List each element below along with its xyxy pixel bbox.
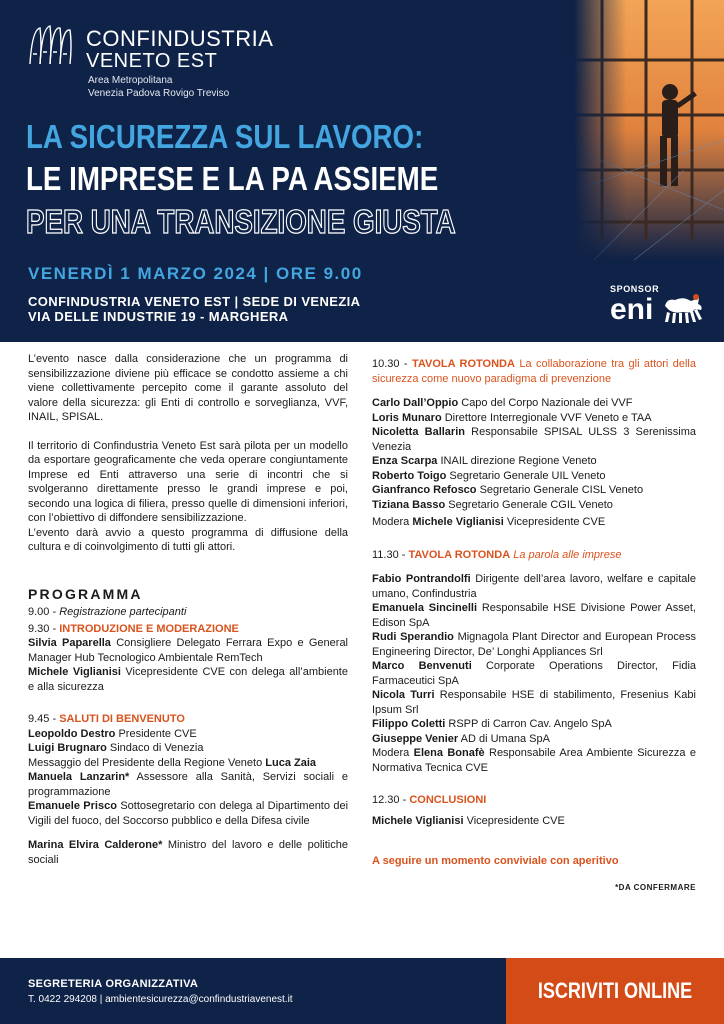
speaker-role: Assessore alla Sanità, Servizi sociali e programmazione [28,771,349,798]
speaker-name: Michele Viglianisi [372,814,464,827]
register-online-button[interactable] [506,958,724,1024]
speaker-name: Manuela Lanzarin* [28,771,130,783]
moderator-prefix: Modera [372,747,410,759]
aperitivo-note: A seguire un momento conviviale con aperitivo [372,855,619,867]
speaker-role: Segretario Generale CGIL Veneto [448,498,613,511]
event-title-line2: LE IMPRESE E LA PA ASSIEME [26,160,439,197]
event-date: VENERDÌ 1 MARZO 2024 | ORE 9.00 [28,264,363,283]
speaker-role: Responsabile SPISAL ULSS 3 Serenissima Venezia [372,426,697,453]
six-legged-dog-icon [661,292,705,326]
brand-name-line2: VENETO EST [86,50,218,72]
speaker-entry [372,411,696,426]
speaker-role: Vicepresidente CVE [466,814,565,827]
speaker-role: Vicepresidente CVE [506,516,606,528]
sponsor-label: SPONSOR [610,284,660,294]
confindustria-logo-icon [26,24,74,66]
speaker-role: Mignagola Plant Director and European Process Engineering Director, De’ Longhi Appliances Srl [372,631,696,658]
speaker-entry [372,659,696,688]
session-time: 10.30 - [372,358,408,370]
speaker-entry [28,770,348,799]
speaker-role: Vicepresidente CVE con delega all’ambiente e alla sicurezza [28,666,348,693]
speaker-entry [372,630,696,659]
speaker-role: Ministro del lavoro e delle politiche sociali [28,839,348,866]
speaker-name: Michele Viglianisi [412,516,504,528]
speaker-name: Roberto Toigo [372,469,447,482]
session-time: 11.30 - [372,548,406,561]
speaker-entry [372,483,696,498]
session-time: 9.30 - [28,622,57,635]
speaker-role: Segretario Generale CISL Veneto [479,484,644,496]
speaker-entry [28,741,348,756]
session-label: CONCLUSIONI [409,794,487,806]
speaker-name: Giuseppe Venier [372,732,459,745]
speaker-role: RSPP di Carron Cav. Angelo SpA [448,718,612,730]
speaker-name: Emanuela Sincinelli [372,602,478,614]
left-column [28,352,348,867]
footer [0,958,724,1024]
session-roundtable-2 [372,548,696,563]
speaker-name: Marco Benvenuti [372,660,472,672]
speaker-role: Responsabile HSE di stabilimento, Fresenius Kabi Ipsum Srl [372,689,696,716]
session-label: TAVOLA ROTONDA [411,358,515,370]
speaker-entry [372,572,696,601]
speaker-entry [372,469,696,484]
session-roundtable-1 [372,357,696,386]
speaker-name: Carlo Dall’Oppio [372,397,459,409]
speaker-entry [372,396,696,411]
speaker-entry [372,454,696,469]
event-title-line1: LA SICUREZZA SUL LAVORO: [26,118,424,155]
speaker-name: Marina Elvira Calderone* [28,839,163,851]
speaker-entry [28,799,348,828]
worker-scaffold-photo [574,0,724,260]
speaker-role: Capo del Corpo Nazionale dei VVF [461,397,633,409]
session-label: Registrazione partecipanti [59,606,187,618]
session-topic: La collaborazione tra gli attori della sicurezza come nuovo paradigma di prevenzione [372,358,696,385]
speaker-entry [28,727,348,742]
speaker-name: Rudi Sperandio [372,631,454,643]
right-column [372,355,696,895]
speaker-entry [372,601,696,630]
footer-contact-panel [0,958,506,1024]
speaker-entry [28,756,348,771]
register-online-label: ISCRIVITI ONLINE [537,978,693,1003]
speaker-entry [28,838,348,867]
session-introduction [28,622,348,637]
speaker-role: Consigliere Delegato Ferrara Expo e General Manager Hub Tecnologico Ambientale RemTech [28,637,349,664]
session-time: 9.45 - [28,713,57,725]
speaker-name: Nicola Turri [372,689,435,701]
venue-line1: CONFINDUSTRIA VENETO EST | SEDE DI VENEZIA [28,294,361,309]
moderator-entry [372,515,696,530]
speaker-entry [372,688,696,717]
speaker-name: Michele Viglianisi [28,666,121,678]
confirm-note: *DA CONFERMARE [615,882,696,892]
session-conclusions [372,793,696,808]
speaker-name: Emanuele Prisco [28,800,117,812]
speaker-name: Loris Munaro [372,411,442,424]
speaker-entry [28,665,348,694]
intro-text [28,352,348,555]
speaker-name: Enza Scarpa [372,455,438,467]
header-banner [0,0,724,342]
speaker-name: Filippo Coletti [372,718,446,730]
sponsor-eni-logo: eni [610,293,654,326]
speaker-name: Leopoldo Destro [28,727,116,740]
moderator-prefix: Modera [372,516,410,528]
speaker-name: Elena Bonafè [413,747,485,759]
speaker-role: AD di Umana SpA [460,732,550,745]
speaker-name: Nicoletta Ballarin [372,426,465,438]
speaker-entry [372,732,696,747]
intro-paragraph: L’evento darà avvio a questo programma di diffusione della cultura e di coinvolgimento di tutti gli attori. [28,526,348,553]
venue-line2: VIA DELLE INDUSTRIE 19 - MARGHERA [28,309,289,324]
intro-paragraph: Il territorio di Confindustria Veneto Est sarà pilota per un modello da esportare geograficamente che veda operare congiuntamente Imprese ed Enti attraverso una serie di incontri che si svolgeranno direttamente presso le grandi imprese e poi, secondo una logica di filiera, presso quelle di dimensioni inferiori, con l’obiettivo di diffondere sensibilizzazione. [28,439,348,524]
speaker-name: Silvia Paparella [28,637,111,649]
speaker-role: INAIL direzione Regione Veneto [440,455,597,467]
session-time: 12.30 - [372,794,407,806]
speaker-role: Direttore Interregionale VVF Veneto e TAA [444,411,652,424]
session-label: INTRODUZIONE E MODERAZIONE [59,622,239,635]
speaker-entry [372,498,696,513]
session-welcome [28,712,348,727]
speaker-name: Tiziana Basso [372,498,446,511]
speaker-role: Corporate Operations Director, Fidia Farmaceutici SpA [372,660,697,687]
speaker-name: Fabio Pontrandolfi [372,573,471,585]
message-text: Messaggio del Presidente della Regione Veneto [28,756,263,769]
speaker-role: Dirigente dell’area lavoro, welfare e capitale umano, Confindustria [372,573,696,600]
segreteria-title: SEGRETERIA ORGANIZZATIVA [28,978,199,990]
event-title-line3: PER UNA TRANSIZIONE GIUSTA [26,203,456,240]
speaker-name: Gianfranco Refosco [372,484,477,496]
intro-paragraph: L’evento nasce dalla considerazione che un programma di sensibilizzazione diviene più efficace se condotto assieme a chi viene collettivamente percepito come il garante assoluto del valore della sicurezza: gli Enti di controllo e sorveglianza, VVF, INAIL, SPISAL. [28,353,348,423]
session-registration [28,605,348,620]
speaker-role: Responsabile HSE Divisione Power Asset, Edison SpA [372,602,696,629]
speaker-role: Presidente CVE [118,727,197,740]
programma-heading: PROGRAMMA [28,585,143,602]
speaker-role: Segretario Generale UIL Veneto [449,469,606,482]
session-label: SALUTI DI BENVENUTO [59,713,185,725]
speaker-entry [372,814,696,829]
session-label: TAVOLA ROTONDA [408,548,511,561]
speaker-name: Luigi Brugnaro [28,742,107,754]
contact-info: T. 0422 294208 | ambientesicurezza@confindustriavenest.it [28,994,293,1005]
speaker-entry [372,425,696,454]
brand-name-line1: CONFINDUSTRIA [86,26,274,51]
area-line1: Area Metropolitana [88,75,173,86]
moderator-entry [372,746,696,775]
speaker-role: Sindaco di Venezia [109,742,204,754]
speaker-role: Responsabile Area Ambiente Sicurezza e Normativa Tecnica CVE [372,747,696,774]
session-time: 9.00 - [28,606,57,618]
session-topic: La parola alle imprese [513,548,622,561]
speaker-entry [372,717,696,732]
speaker-name: Luca Zaia [265,756,317,769]
area-line2: Venezia Padova Rovigo Treviso [88,88,230,99]
speaker-entry [28,636,348,665]
speaker-role: Sottosegretario con delega al Dipartimento dei Vigili del fuoco, del Soccorso pubblico e della Difesa civile [28,800,349,827]
